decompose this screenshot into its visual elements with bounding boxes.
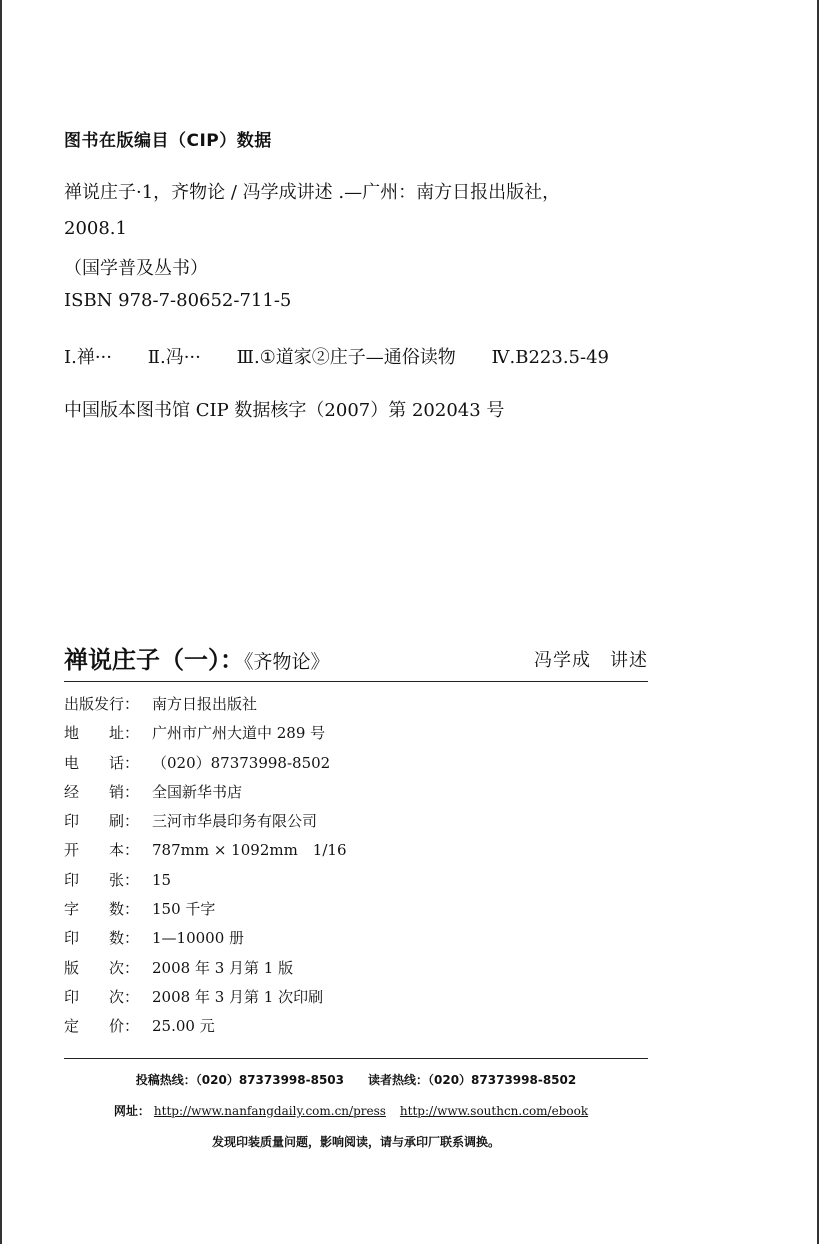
detail-value: 787mm × 1092mm 1/16 [152, 841, 347, 860]
detail-label: 定 价： [64, 1017, 140, 1036]
detail-row [64, 778, 347, 807]
detail-value: 2008 年 3 月第 1 次印刷 [152, 987, 324, 1006]
detail-label: 印 数： [64, 929, 140, 948]
cip-heading: 图书在版编目（CIP）数据 [64, 131, 272, 151]
detail-value: 三河市华晨印务有限公司 [152, 812, 318, 831]
top-divider [64, 681, 648, 682]
detail-row [64, 690, 347, 719]
classification-item: Ⅳ.B223.5-49 [491, 347, 609, 368]
detail-row [64, 924, 347, 953]
detail-label: 地 址： [64, 724, 140, 743]
cip-isbn-line: ISBN 978-7-80652-711-5 [64, 290, 292, 311]
detail-row [64, 719, 347, 748]
detail-row [64, 866, 347, 895]
cip-classification [64, 343, 639, 369]
detail-row [64, 836, 347, 865]
detail-value: 25.00 元 [152, 1017, 215, 1036]
hotlines-line: 投稿热线：（020）87373998-8503 读者热线：（020）87373998-8502 [135, 1073, 577, 1087]
cip-date-line: 2008.1 [64, 218, 127, 239]
book-title-main: 禅说庄子（一）： [64, 646, 244, 674]
classification-item: Ⅲ.①道家②庄子—通俗读物 [236, 347, 456, 368]
detail-label: 出版发行： [64, 695, 140, 713]
book-author: 冯学成 讲述 [534, 650, 648, 671]
detail-label: 印 刷： [64, 812, 140, 831]
classification-item: Ⅱ.冯··· [147, 347, 201, 368]
bottom-divider [64, 1058, 648, 1059]
detail-label: 版 次： [64, 958, 140, 977]
detail-row [64, 807, 347, 836]
detail-value: 150 千字 [152, 900, 216, 919]
cip-record-number: 中国版本图书馆 CIP 数据核字（2007）第 202043 号 [64, 400, 505, 421]
cip-title-line: 禅说庄子·1，齐物论 / 冯学成讲述 .—广州：南方日报出版社， [64, 182, 561, 203]
book-title [64, 640, 330, 675]
detail-label: 电 话： [64, 753, 140, 772]
detail-value: （020）87373998-8502 [152, 753, 331, 772]
detail-value: 1—10000 册 [152, 929, 245, 948]
detail-label: 印 张： [64, 870, 140, 889]
detail-row [64, 1012, 347, 1041]
quality-notice: 发现印装质量问题，影响阅读，请与承印厂联系调换。 [211, 1135, 500, 1149]
detail-value: 全国新华书店 [152, 782, 243, 801]
detail-label: 开 本： [64, 841, 140, 860]
detail-row [64, 983, 347, 1012]
detail-value: 15 [152, 870, 172, 889]
book-title-row [64, 640, 648, 680]
book-subtitle: 《齐物论》 [244, 651, 330, 673]
cip-series-line: （国学普及丛书） [64, 258, 208, 279]
detail-value: 2008 年 3 月第 1 版 [152, 958, 294, 977]
publication-details [64, 690, 347, 1042]
press-website-link[interactable]: http://www.nanfangdaily.com.cn/press [153, 1104, 386, 1118]
detail-label: 字 数： [64, 900, 140, 919]
ebook-website-link[interactable]: http://www.southcn.com/ebook [399, 1104, 589, 1118]
classification-item: Ⅰ.禅··· [64, 347, 112, 368]
website-label: 网址： [113, 1104, 150, 1118]
detail-value: 广州市广州大道中 289 号 [152, 724, 326, 743]
detail-value: 南方日报出版社 [152, 695, 258, 713]
detail-row [64, 895, 347, 924]
detail-label: 经 销： [64, 782, 140, 801]
detail-row [64, 954, 347, 983]
website-line [64, 1102, 648, 1119]
detail-row [64, 749, 347, 778]
detail-label: 印 次： [64, 987, 140, 1006]
